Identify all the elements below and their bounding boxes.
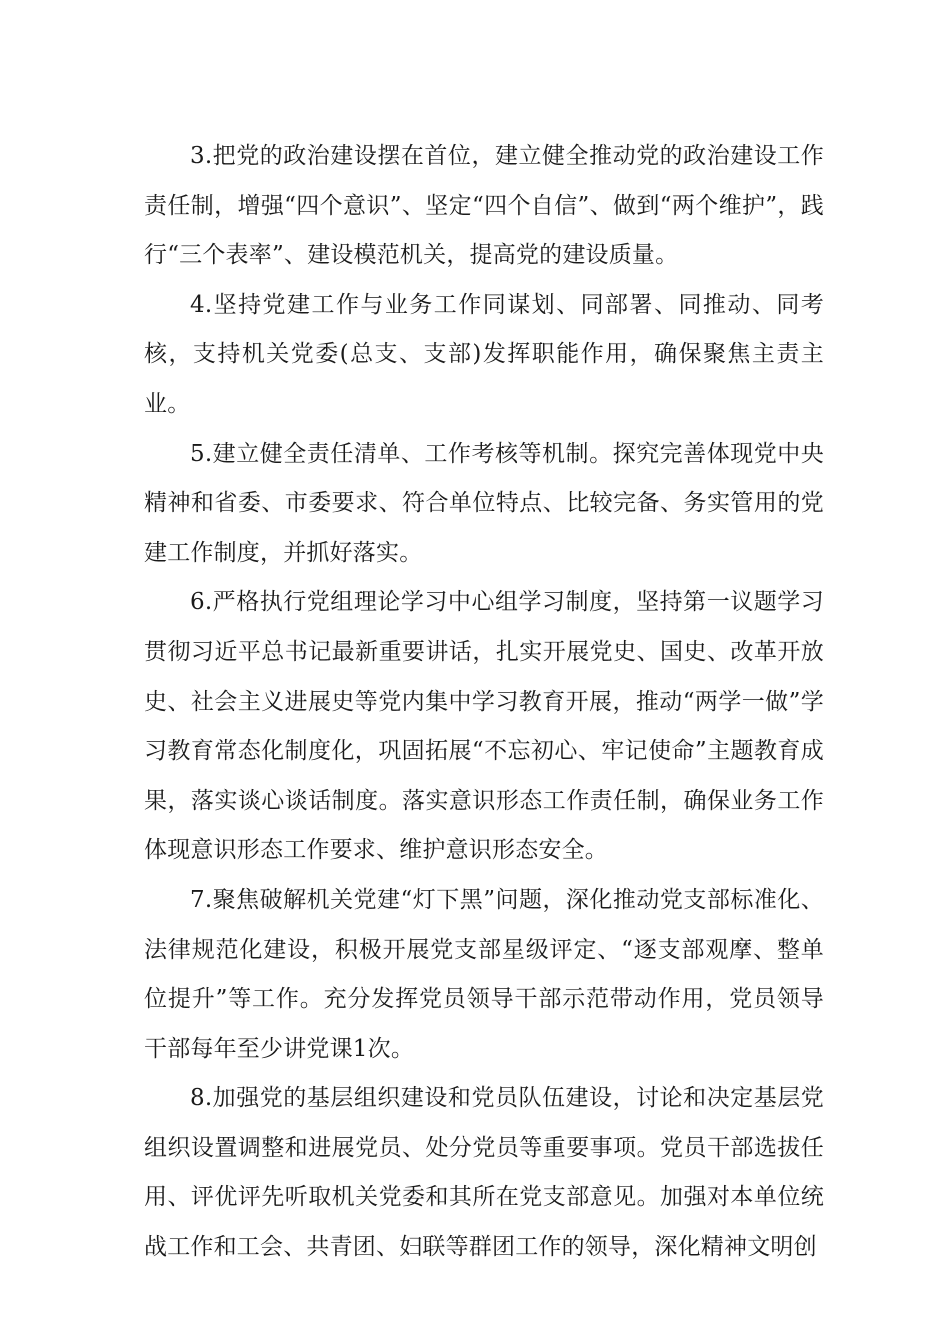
document-body	[144, 132, 824, 1273]
paragraph-item-8: 8.加强党的基层组织建设和党员队伍建设，讨论和决定基层党组织设置调整和进展党员、处分党员等重要事项。党员干部选拔任用、评优评先听取机关党委和其所在党支部意见。加强对本单位统战工作和工会、共青团、妇联等群团工作的领导，深化精神文明创	[144, 1085, 824, 1261]
paragraph-item-3: 3.把党的政治建设摆在首位，建立健全推动党的政治建设工作责任制，增强“四个意识”、坚定“四个自信”、做到“两个维护”，践行“三个表率”、建设模范机关，提高党的建设质量。	[144, 143, 824, 269]
paragraph-item-7: 7.聚焦破解机关党建“灯下黑”问题，深化推动党支部标准化、法律规范化建设，积极开展党支部星级评定、“逐支部观摩、整单位提升”等工作。充分发挥党员领导干部示范带动作用，党员领导干部每年至少讲党课1次。	[144, 886, 824, 1062]
paragraph-item-6: 6.严格执行党组理论学习中心组学习制度，坚持第一议题学习贯彻习近平总书记最新重要讲话，扎实开展党史、国史、改革开放史、社会主义进展史等党内集中学习教育开展，推动“两学一做”学习教育常态化制度化，巩固拓展“不忘初心、牢记使命”主题教育成果，落实谈心谈话制度。落实意识形态工作责任制，确保业务工作体现意识形态工作要求、维护意识形态安全。	[144, 589, 824, 864]
paragraph-item-4: 4.坚持党建工作与业务工作同谋划、同部署、同推动、同考核，支持机关党委(总支、支部)发挥职能作用，确保聚焦主责主业。	[144, 291, 824, 417]
paragraph-item-5: 5.建立健全责任清单、工作考核等机制。探究完善体现党中央精神和省委、市委要求、符合单位特点、比较完备、务实管用的党建工作制度，并抓好落实。	[144, 440, 824, 566]
